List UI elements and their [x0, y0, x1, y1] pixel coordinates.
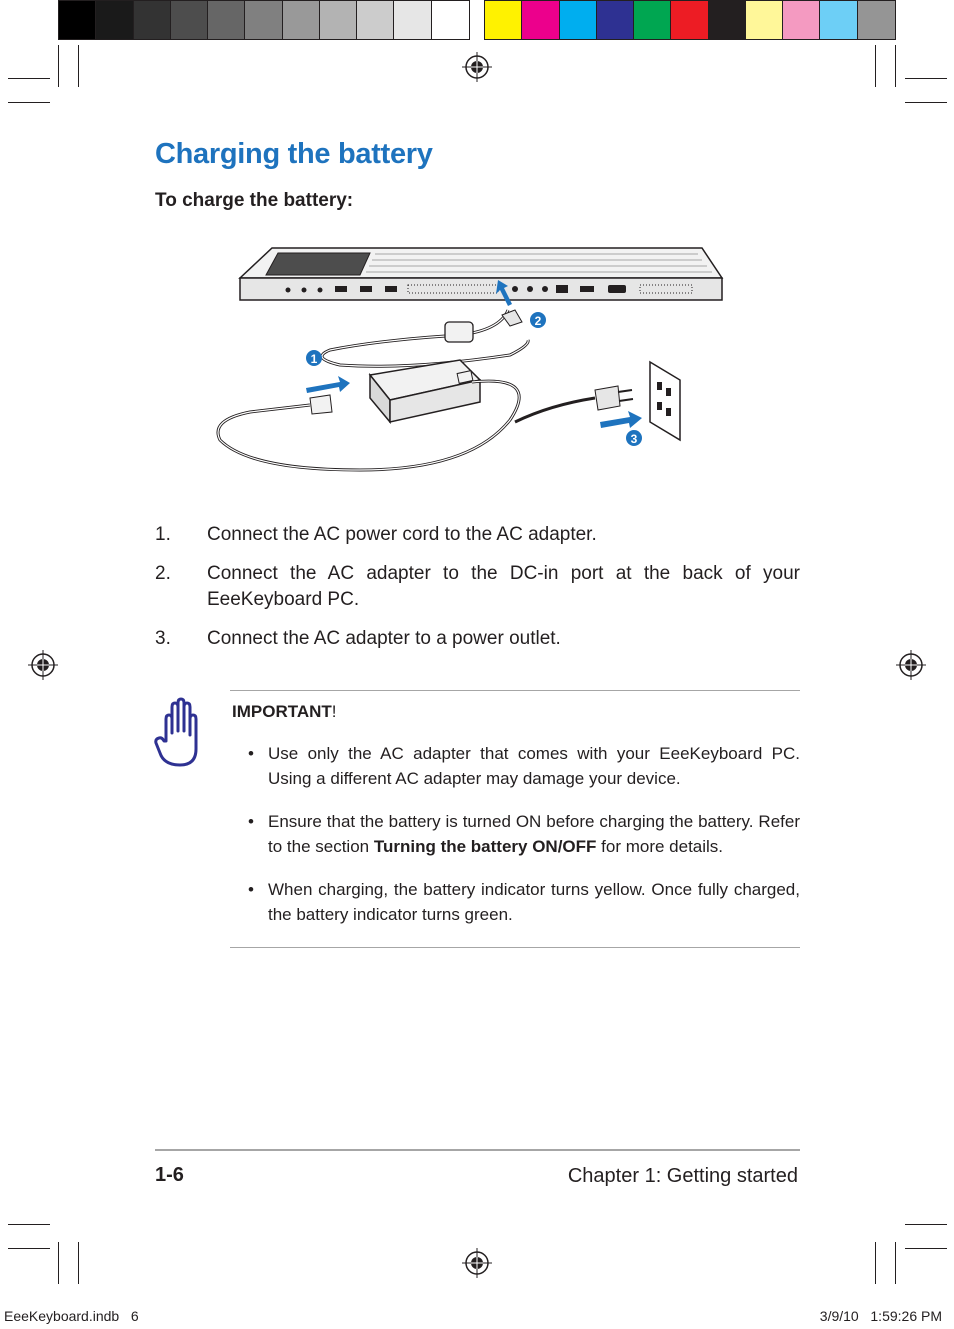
bullet-dot: •: [248, 812, 254, 831]
registration-mark-icon: [462, 52, 492, 82]
gray-swatch: [208, 1, 245, 39]
important-label-text: IMPORTANT: [232, 702, 332, 721]
gray-swatch: [320, 1, 357, 39]
gray-swatch: [357, 1, 394, 39]
step-number: 1.: [155, 524, 171, 545]
page-number: 1-6: [155, 1164, 184, 1186]
color-swatch: [634, 1, 671, 39]
crop-mark: [78, 45, 79, 87]
color-swatch: [783, 1, 820, 39]
crop-mark: [78, 1242, 79, 1284]
crop-mark: [905, 1248, 947, 1249]
crop-mark: [875, 1242, 876, 1284]
bullet-dot: •: [248, 744, 254, 763]
color-swatch: [858, 1, 895, 39]
gray-swatch: [171, 1, 208, 39]
gray-swatch: [432, 1, 469, 39]
crop-mark: [875, 45, 876, 87]
important-hand-icon: [152, 697, 204, 769]
color-swatch: [522, 1, 559, 39]
date-slug: 3/9/10 1:59:26 PM: [819, 1308, 942, 1324]
bullet-text-bold: Turning the battery ON/OFF: [373, 837, 597, 856]
charging-illustration: [210, 240, 730, 480]
step-number: 2.: [155, 563, 171, 584]
crop-mark: [905, 102, 947, 103]
color-swatch: [485, 1, 522, 39]
crop-mark: [58, 1242, 59, 1284]
step-item: [155, 626, 800, 652]
step-item: [155, 561, 800, 613]
bullet-text-pre: Ensure that the battery is turned ON before charging the battery. Refer to the section: [268, 812, 800, 856]
registration-mark-icon: [896, 650, 926, 680]
power-outlet-image: [650, 362, 680, 440]
bullet-item: [248, 877, 800, 927]
gray-swatch: [59, 1, 96, 39]
step-text: Connect the AC power cord to the AC adapter.: [207, 524, 597, 545]
bullet-item: [248, 809, 800, 859]
crop-mark: [905, 1224, 947, 1225]
chapter-title: Chapter 1: Getting started: [567, 1165, 798, 1187]
crop-mark: [8, 1248, 50, 1249]
bullet-dot: •: [248, 880, 254, 899]
grayscale-color-bar: [58, 0, 470, 40]
gray-swatch: [245, 1, 282, 39]
svg-text:1: 1: [310, 352, 318, 366]
crop-mark: [905, 78, 947, 79]
gray-swatch: [283, 1, 320, 39]
color-swatch: [597, 1, 634, 39]
bullet-text-post: for more details.: [596, 837, 724, 856]
important-note-box: [230, 690, 800, 948]
important-label-suffix: !: [331, 702, 337, 721]
important-bullets: [248, 741, 800, 945]
page-title: Charging the battery: [155, 138, 433, 170]
registration-mark-icon: [462, 1248, 492, 1278]
color-swatch: [671, 1, 708, 39]
bullet-text-pre: When charging, the battery indicator turns yellow. Once fully charged, the battery indicator turns green.: [268, 880, 800, 924]
process-color-bar: [484, 0, 896, 40]
color-swatch: [560, 1, 597, 39]
eeekeyboard-pc-image: [240, 248, 722, 300]
footer-rule: [155, 1149, 800, 1151]
ac-adapter-image: [370, 360, 480, 422]
callout-2: [530, 312, 546, 328]
crop-mark: [8, 78, 50, 79]
gray-swatch: [134, 1, 171, 39]
bullet-text: [268, 741, 800, 791]
color-swatch: [709, 1, 746, 39]
important-label: [232, 699, 337, 724]
bullet-text: [268, 809, 800, 859]
step-text: Connect the AC adapter to a power outlet.: [207, 628, 561, 649]
registration-mark-icon: [28, 650, 58, 680]
bullet-text: [268, 877, 800, 927]
callout-1: [306, 350, 322, 366]
crop-mark: [8, 1224, 50, 1225]
bullet-text-pre: Use only the AC adapter that comes with your EeeKeyboard PC. Using a different AC adapter may damage your device.: [268, 744, 800, 788]
svg-text:3: 3: [630, 432, 638, 446]
color-swatch: [746, 1, 783, 39]
color-swatch: [820, 1, 857, 39]
steps-list: [155, 522, 800, 665]
gray-swatch: [96, 1, 133, 39]
step-item: [155, 522, 800, 548]
gray-swatch: [394, 1, 431, 39]
file-slug: EeeKeyboard.indb 6: [4, 1308, 139, 1324]
bullet-item: [248, 741, 800, 791]
crop-mark: [895, 45, 896, 87]
callout-3: [626, 430, 642, 446]
crop-mark: [58, 45, 59, 87]
step-number: 3.: [155, 628, 171, 649]
crop-mark: [8, 102, 50, 103]
crop-mark: [895, 1242, 896, 1284]
svg-text:2: 2: [534, 314, 542, 328]
step-text: Connect the AC adapter to the DC-in port at the back of your EeeKeyboard PC.: [207, 563, 800, 610]
section-subtitle: To charge the battery:: [155, 190, 354, 211]
